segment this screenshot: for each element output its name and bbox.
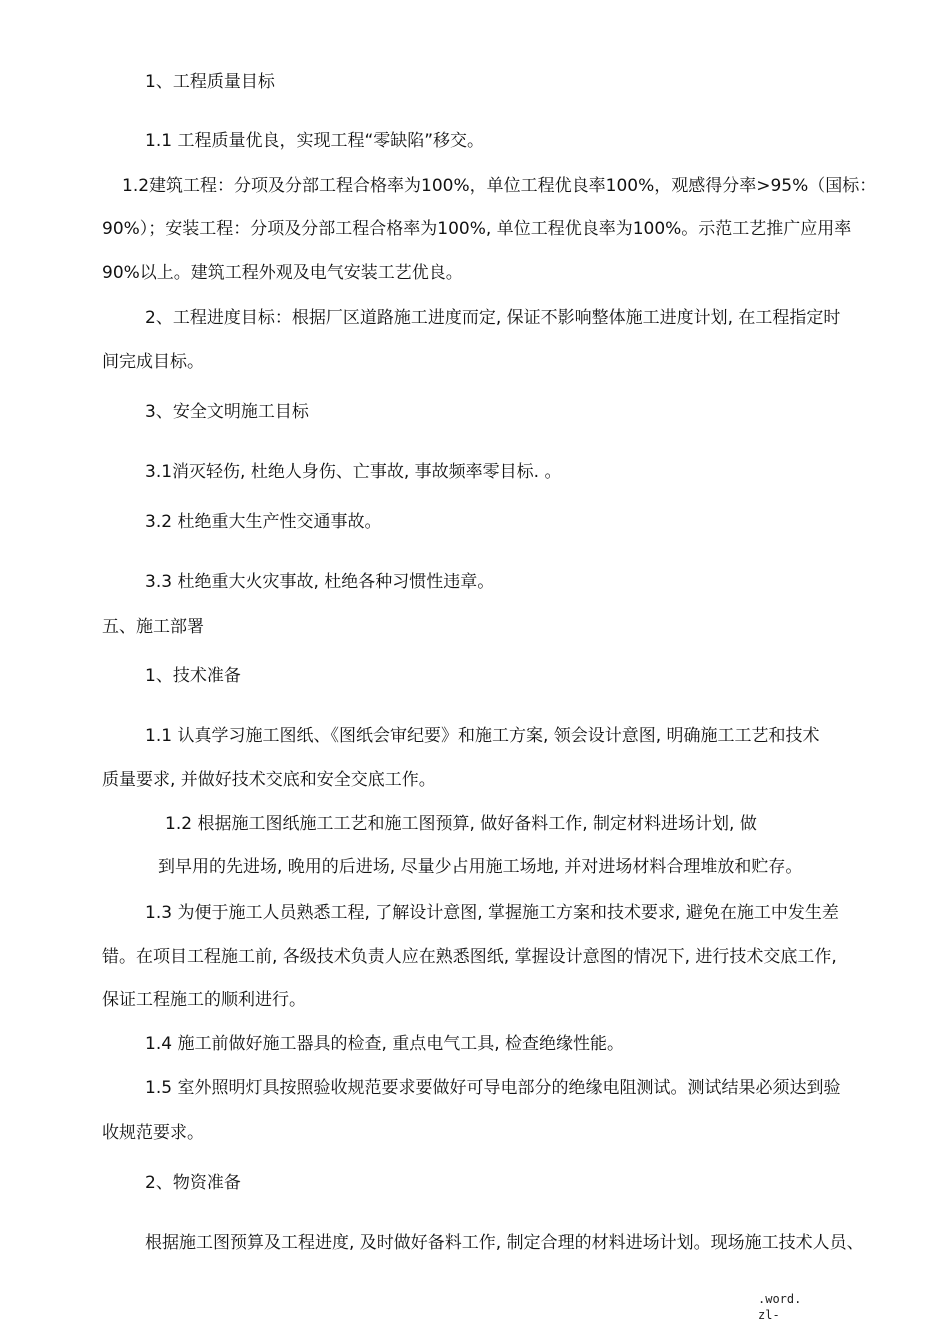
section-heading: 五、施工部署 <box>102 617 204 637</box>
paragraph-line: 3.1消灭轻伤, 杜绝人身伤、亡事故, 事故频率零目标. 。 <box>145 462 562 482</box>
paragraph-line: 90%以上。建筑工程外观及电气安装工艺优良。 <box>102 263 463 283</box>
footer-watermark-1: .word. <box>758 1292 802 1306</box>
paragraph-line: 质量要求, 并做好技术交底和安全交底工作。 <box>102 770 436 790</box>
heading-technical-prep: 1、技术准备 <box>145 666 241 686</box>
paragraph-line: 根据施工图预算及工程进度, 及时做好备料工作, 制定合理的材料进场计划。现场施工技术人员、 <box>145 1233 864 1253</box>
paragraph-line: 1.4 施工前做好施工器具的检查, 重点电气工具, 检查绝缘性能。 <box>145 1034 625 1054</box>
paragraph-line: 收规范要求。 <box>102 1123 204 1143</box>
paragraph-line: 1.2建筑工程：分项及分部工程合格率为100%，单位工程优良率100%，观感得分率>95%（国标： <box>122 176 877 196</box>
paragraph-line: 间完成目标。 <box>102 352 204 372</box>
paragraph-line: 1.5 室外照明灯具按照验收规范要求要做好可导电部分的绝缘电阻测试。测试结果必须达到验 <box>145 1078 841 1098</box>
paragraph-line: 错。在项目工程施工前, 各级技术负责人应在熟悉图纸, 掌握设计意图的情况下, 进行技术交底工作, <box>102 947 837 967</box>
paragraph-line: 1.2 根据施工图纸施工工艺和施工图预算, 做好备料工作, 制定材料进场计划, 做 <box>165 814 757 834</box>
footer-watermark-2: zl- <box>758 1308 780 1322</box>
paragraph-line: 3.2 杜绝重大生产性交通事故。 <box>145 512 382 532</box>
paragraph-line: 1.1 工程质量优良，实现工程“零缺陷”移交。 <box>145 131 485 151</box>
paragraph-line: 2、工程进度目标：根据厂区道路施工进度而定, 保证不影响整体施工进度计划, 在工程指定时 <box>145 308 841 328</box>
paragraph-line: 到早用的先进场, 晚用的后进场, 尽量少占用施工场地, 并对进场材料合理堆放和贮存。 <box>158 857 803 877</box>
paragraph-line: 1.1 认真学习施工图纸、《图纸会审纪要》和施工方案, 领会设计意图, 明确施工工艺和技术 <box>145 726 820 746</box>
paragraph-line: 保证工程施工的顺利进行。 <box>102 990 306 1010</box>
heading-safety-goal: 3、安全文明施工目标 <box>145 402 309 422</box>
paragraph-line: 3.3 杜绝重大火灾事故, 杜绝各种习惯性违章。 <box>145 572 495 592</box>
paragraph-line: 90%）；安装工程：分项及分部工程合格率为100%, 单位工程优良率为100%。示范工艺推广应用率 <box>102 219 852 239</box>
paragraph-line: 1.3 为便于施工人员熟悉工程, 了解设计意图, 掌握施工方案和技术要求, 避免在施工中发生差 <box>145 903 839 923</box>
heading-material-prep: 2、物资准备 <box>145 1173 241 1193</box>
heading-quality-goal: 1、工程质量目标 <box>145 72 275 92</box>
